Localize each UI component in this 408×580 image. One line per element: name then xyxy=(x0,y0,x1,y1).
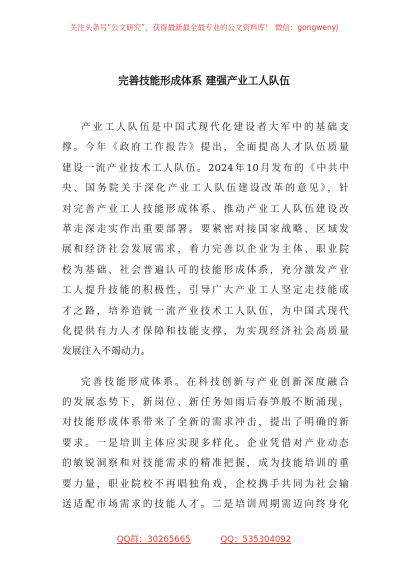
text-line: 对完善产业工人技能形成体系、推动产业工人队伍建设改 xyxy=(62,203,349,215)
header-notice: 关注头条号“公文研究”，获得最新最全最专业的公文资料库！ 微信：gongwenyj xyxy=(69,23,339,32)
text-line: 发展注入不竭动力。 xyxy=(62,346,151,358)
document-body xyxy=(62,118,349,525)
text-line: 的发展态势下，新岗位、新任务如雨后春笋般不断涌现， xyxy=(62,397,349,409)
text-line: 完善技能形成体系。在科技创新与产业创新深度融合 xyxy=(81,376,349,388)
text-line: 央、国务院关于深化产业工人队伍建设改革的意见》，针 xyxy=(62,183,349,195)
document-title: 完善技能形成体系 建强产业工人队伍 xyxy=(118,75,290,87)
text-line: 产业工人队伍是中国式现代化建设者大军中的基础支 xyxy=(81,122,349,133)
qq-group-number: QQ群：30265665 xyxy=(116,535,191,545)
text-line: 对技能形成体系带来了全新的需求冲击，提出了明确的新 xyxy=(62,417,349,429)
text-line: 送适配市场需求的技能人才。二是培训周期需迈向终身化 xyxy=(62,499,349,511)
text-line: 要力量，职业院校不再唱独角戏，企校携手共同为社会输 xyxy=(62,478,349,490)
text-line: 校为基础、社会普遍认可的技能形成体系，充分激发产业 xyxy=(62,264,349,276)
text-line: 的敏锐洞察和对技能需求的精准把握，成为技能培训的重 xyxy=(62,458,349,470)
text-line: 展和经济社会发展需求，着力完善以企业为主体、职业院 xyxy=(62,244,349,256)
paragraph xyxy=(62,118,349,363)
qq-number: QQ：535304092 xyxy=(220,535,292,545)
text-line: 化提供有力人才保障和技能支撑，为实现经济社会高质量 xyxy=(62,325,349,337)
text-line: 工人提升技能的积极性，引导广大产业工人坚定走技能成 xyxy=(62,285,349,297)
text-line: 要求。一是培训主体应实现多样化。企业凭借对产业动态 xyxy=(62,437,349,449)
text-line: 革走深走实作出重要部署。要紧密对接国家战略、区域发 xyxy=(62,223,349,235)
text-line: 撑。今年《政府工作报告》提出，全面提高人才队伍质量 xyxy=(62,142,349,154)
footer-contact xyxy=(0,533,408,545)
paragraph xyxy=(62,373,349,516)
text-line: 才之路，培养造就一流产业技术工人队伍，为中国式现代 xyxy=(62,305,349,317)
text-line: 建设一流产业技术工人队伍。2024年10月发布的《中共中 xyxy=(62,162,349,174)
